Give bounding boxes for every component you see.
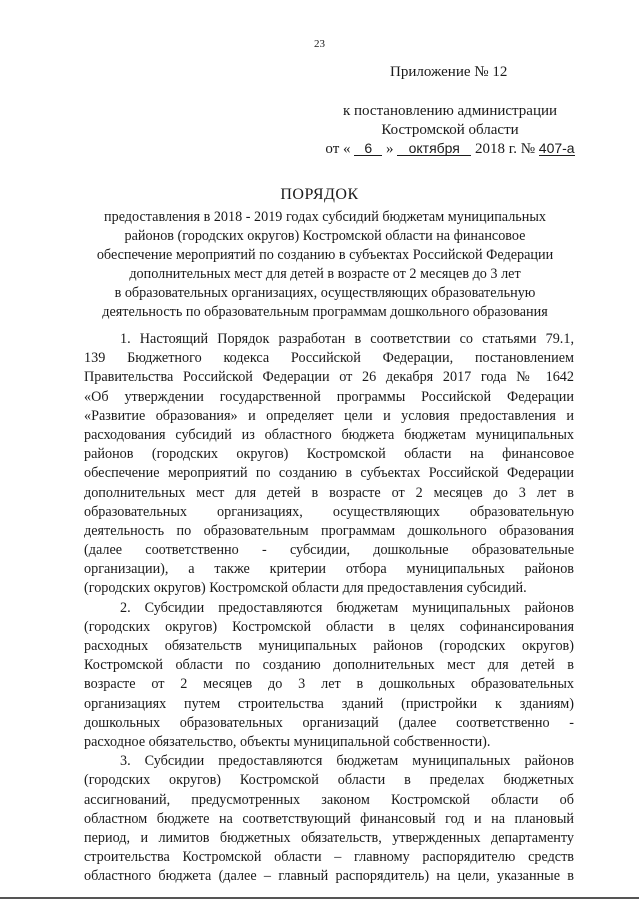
body-line: 2. Субсидии предоставляются бюджетам муниципальных районов — [120, 599, 574, 616]
body-line: дополнительных мест для детей в возрасте от 2 месяцев до 3 лет в — [84, 484, 574, 501]
subtitle-line: деятельность по образовательным программам дошкольного образования — [102, 304, 548, 320]
date-day: 6 — [354, 141, 382, 156]
body-line: расходных обязательств муниципальных районов (городских округов) — [84, 638, 574, 654]
body-line: возрасте от 2 месяцев до 3 лет в дошкольных образовательных — [84, 676, 574, 693]
decree-reference — [300, 102, 600, 159]
document-body — [84, 330, 574, 886]
page-number: 23 — [314, 38, 325, 50]
date-mid: » — [386, 141, 394, 157]
document-subtitle — [80, 208, 570, 322]
subtitle-line: обеспечение мероприятий по созданию в субъектах Российской Федерации — [96, 247, 554, 263]
body-line: образовательных организациях, осуществляющих образовательную — [84, 503, 574, 520]
subtitle-line: предоставления в 2018 - 2019 годах субсидий бюджетам муниципальных — [104, 209, 546, 225]
body-line: расходования субсидий из областного бюджета бюджетам муниципальных — [84, 426, 574, 443]
decree-line-1: к постановлению администрации — [342, 103, 558, 119]
body-line: 139 Бюджетного кодекса Российской Федерации, постановлением — [84, 350, 574, 367]
appendix-label: Приложение № 12 — [390, 64, 508, 80]
date-year: 2018 г. № — [475, 141, 536, 157]
body-line: период, и лимитов бюджетных обязательств, утвержденных департаменту — [84, 829, 574, 846]
body-line: организациях путем строительства зданий (пристройки к зданиям) — [84, 695, 574, 712]
body-line: областного бюджета (далее – главный распорядитель) на цели, указанные в — [84, 868, 574, 885]
page-bottom-edge — [0, 897, 639, 899]
subtitle-line: в образовательных организациях, осуществляющих образовательную — [114, 285, 536, 301]
body-line: «Об утверждении государственной программы Российской Федерации — [84, 388, 574, 405]
body-line: Правительства Российской Федерации от 26 декабря 2017 года № 1642 — [84, 369, 574, 386]
body-line: (городских округов) Костромской области в пределах бюджетных — [84, 772, 574, 789]
decree-date-line — [300, 140, 600, 159]
body-line: строительства Костромской области – главному распорядителю средств — [84, 849, 574, 866]
document-title: ПОРЯДОК — [280, 186, 359, 203]
date-prefix: от « — [325, 141, 351, 157]
body-line: расходное обязательство, объекты муниципальной собственности). — [84, 733, 491, 750]
body-line: (городских округов) Костромской области в целях софинансирования — [84, 618, 574, 635]
decree-number: 407-а — [538, 140, 575, 156]
body-line: районов (городских округов) Костромской области на финансовое — [84, 446, 574, 463]
body-line: Костромской области по созданию дополнительных мест для детей в — [84, 657, 574, 674]
body-line: 1. Настоящий Порядок разработан в соответствии со статьями 79.1, — [120, 331, 574, 347]
body-line: деятельность по образовательным программам дошкольного образования — [84, 522, 574, 539]
decree-line-2: Костромской области — [381, 122, 519, 138]
body-line: (далее соответственно - субсидии, дошкольные образовательные — [84, 542, 574, 559]
body-line: 3. Субсидии предоставляются бюджетам муниципальных районов — [120, 753, 574, 770]
subtitle-line: районов (городских округов) Костромской области на финансовое — [124, 228, 526, 244]
date-month: октября — [397, 141, 471, 156]
body-line: (городских округов) Костромской области для предоставления субсидий. — [84, 580, 527, 597]
body-line: областном бюджете на соответствующий финансовый год и на плановый — [84, 810, 574, 827]
body-line: дошкольных образовательных организаций (далее соответственно - — [84, 714, 574, 731]
body-line: организации), а также критерии отбора муниципальных районов — [84, 561, 574, 578]
body-line: «Развитие образования» и определяет цели и условия предоставления и — [84, 407, 574, 424]
body-line: ассигнований, предусмотренных законом Костромской области об — [84, 791, 574, 808]
body-line: обеспечение мероприятий по созданию в субъектах Российской Федерации — [84, 465, 574, 482]
subtitle-line: дополнительных мест для детей в возрасте от 2 месяцев до 3 лет — [129, 266, 521, 282]
